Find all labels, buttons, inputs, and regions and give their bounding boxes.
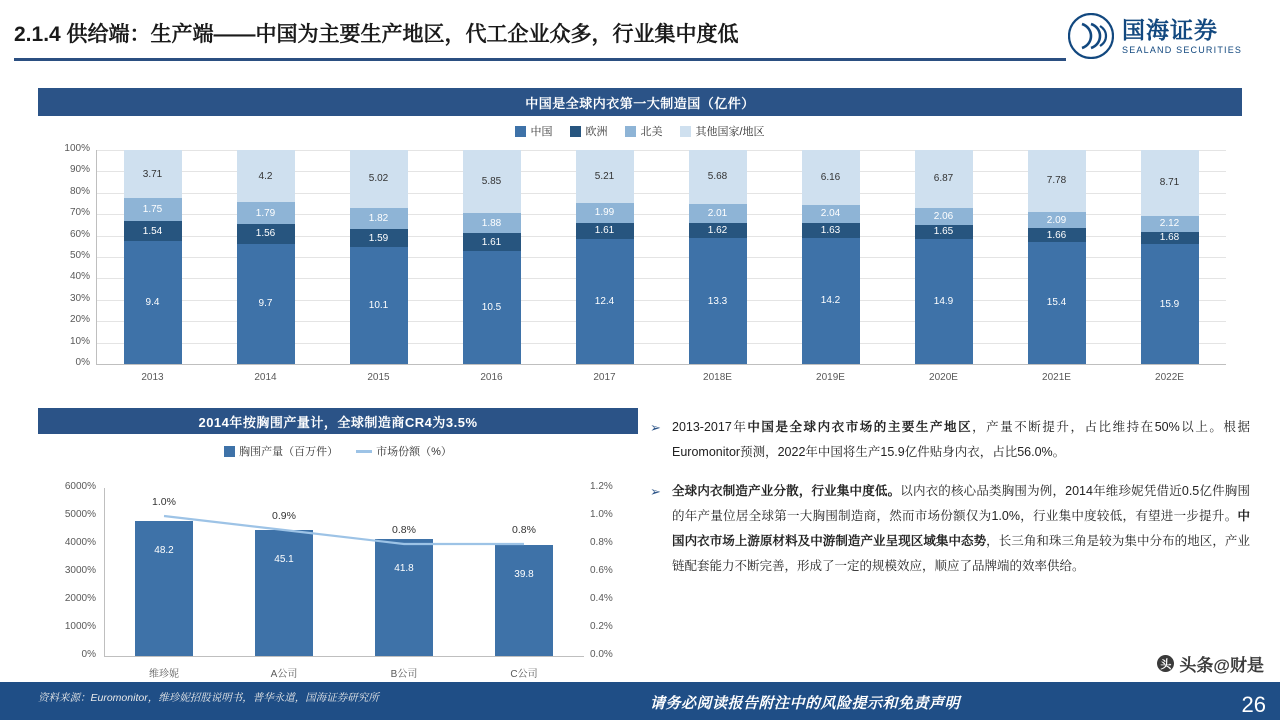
bar-segment (576, 223, 634, 239)
x-tick-9: 2022E (1155, 372, 1184, 383)
bar-value-label: 2.09 (1046, 214, 1067, 226)
line-point-label: 0.9% (272, 510, 296, 522)
bar-value-label: 2.12 (1159, 218, 1180, 230)
y-tick-5: 50% (69, 250, 90, 261)
y-left-tick-4: 4000% (64, 537, 96, 548)
page-number: 26 (1241, 692, 1266, 717)
legend-item-bl-0 (224, 443, 338, 459)
legend-swatch-1 (570, 126, 581, 137)
bar-segment (689, 238, 747, 364)
bar-value-label: 9.7 (258, 298, 273, 310)
bullet-list (650, 415, 1250, 680)
bar-value-label: 1.82 (368, 212, 389, 224)
x-tick-6: 2019E (816, 372, 845, 383)
bar-segment (802, 150, 860, 205)
bar-column (915, 150, 973, 364)
line-point-label: 0.8% (392, 524, 416, 536)
bar-segment (915, 150, 973, 208)
bar-segment (802, 205, 860, 223)
bar-value-label: 7.78 (1046, 175, 1067, 187)
bar-value-label: 5.85 (481, 176, 502, 188)
y-tick-0: 0% (75, 357, 90, 368)
x-tick-7: 2020E (929, 372, 958, 383)
bullet-segment: 中国是全球内衣市场的主要生产地区 (747, 420, 973, 434)
bar-segment (124, 150, 182, 198)
x-tick-2: 2015 (367, 372, 390, 383)
bar-value-label: 12.4 (594, 295, 615, 307)
bar-segment (463, 233, 521, 250)
bar-value-label: 45.1 (274, 553, 294, 565)
bar-value-label: 13.3 (707, 295, 728, 307)
y-right-tick-4: 0.8% (590, 537, 613, 548)
bar-value-label: 1.99 (594, 207, 615, 219)
legend-item-0 (515, 123, 552, 139)
bar-value-label: 2.04 (820, 208, 841, 220)
x-tick-8: 2021E (1042, 372, 1071, 383)
bar-value-label: 15.9 (1159, 298, 1180, 310)
bullet-text (672, 479, 1250, 579)
legend-line-bl-1 (356, 450, 372, 453)
bar-segment (1028, 150, 1086, 212)
bar-segment (463, 150, 521, 213)
bar-value-label: 8.71 (1159, 177, 1180, 189)
top-chart-plot (38, 116, 1242, 398)
bar-segment (576, 239, 634, 364)
y-tick-2: 20% (69, 314, 90, 326)
bar-value-label: 1.88 (481, 217, 502, 229)
bullet-text (672, 415, 1250, 465)
bar-value-label: 41.8 (394, 562, 414, 574)
logo-text-cn: 国海证券 (1122, 16, 1218, 43)
bar-segment (350, 247, 408, 364)
y-right-tick-1: 0.2% (590, 621, 613, 632)
bullet-segment: 全球内衣制造产业分散，行业集中度低。 (672, 484, 901, 498)
y-left-tick-5: 5000% (64, 509, 96, 520)
bar-value-label: 48.2 (154, 545, 174, 557)
bar-value-label: 3.71 (142, 168, 163, 180)
source-note: 资料来源：Euromonitor，维珍妮招股说明书，普华永道，国海证券研究所 (38, 692, 379, 704)
bullet-marker-icon: ➢ (650, 420, 661, 435)
bar-value-label: 14.2 (820, 295, 841, 307)
bar-value-label: 5.68 (707, 171, 728, 183)
logo-mark-icon (1068, 13, 1114, 59)
watermark-text: 头条@财是 (1179, 656, 1264, 675)
legend-label-2: 北美 (640, 126, 663, 138)
title-underline (14, 58, 1066, 61)
legend-label-1: 欧洲 (585, 126, 608, 138)
x-tick-5: 2018E (703, 372, 732, 383)
legend-label-bl-1: 市场份额（%） (376, 446, 452, 458)
x-tick-bl-1: A公司 (270, 669, 298, 680)
bar-value-label: 10.5 (481, 301, 502, 313)
y-tick-1: 10% (69, 335, 90, 347)
x-tick-0: 2013 (141, 372, 164, 383)
y-tick-10: 100% (64, 143, 90, 154)
bar-value-label: 2.06 (933, 210, 954, 222)
bar-column (350, 150, 408, 364)
bar-column (802, 150, 860, 364)
bar-segment (689, 150, 747, 204)
bar-value-label: 1.68 (1159, 232, 1180, 244)
bar-value-label: 15.4 (1046, 297, 1067, 309)
y-right-tick-2: 0.4% (590, 593, 613, 604)
top-chart-title: 中国是全球内衣第一大制造国（亿件） (38, 88, 1242, 116)
bar-segment (1028, 242, 1086, 364)
bar-value-label: 1.63 (820, 224, 841, 236)
market-share-line (38, 462, 638, 686)
bar-segment (689, 223, 747, 238)
bar-value-label: 2.01 (707, 207, 728, 219)
bar-value-label: 1.61 (594, 225, 615, 237)
bar-value-label: 1.66 (1046, 229, 1067, 241)
x-tick-1: 2014 (254, 372, 277, 383)
bar-value-label: 5.02 (368, 173, 389, 185)
bottom-left-chart-title: 2014年按胸围产量计，全球制造商CR4为3.5% (38, 408, 638, 434)
x-tick-bl-0: 维珍妮 (149, 669, 179, 680)
bar-segment (915, 208, 973, 225)
legend-item-3 (680, 123, 764, 139)
bar-segment (463, 213, 521, 233)
bar-value-label: 6.16 (820, 171, 841, 183)
bar-column (689, 150, 747, 364)
y-axis-line (96, 150, 97, 364)
bar-segment (237, 202, 295, 224)
bar-column (576, 150, 634, 364)
y-left-tick-6: 6000% (64, 481, 96, 492)
y-tick-4: 40% (69, 271, 90, 283)
line-point-label: 0.8% (512, 524, 536, 536)
bar-segment (350, 208, 408, 229)
y-tick-8: 80% (69, 185, 90, 197)
page-header (0, 0, 1280, 70)
bar-column (124, 150, 182, 364)
top-chart-plot-area (38, 142, 1242, 392)
bullet-segment: 2013-2017年 (672, 420, 748, 434)
bar-segment (802, 223, 860, 238)
bar-value-label: 1.62 (707, 224, 728, 236)
bar-value-label: 14.9 (933, 295, 954, 307)
bullet-segment: ，产量不断提升，占比维持在50%以上。根据Euromonitor预测，2022年中国将生产15.9亿件贴身内衣，占比56.0%。 (672, 420, 1250, 459)
bottom-left-chart-plot-area (38, 462, 638, 686)
y-tick-9: 90% (69, 164, 90, 176)
legend-item-2 (625, 123, 662, 139)
bar-value-label: 1.75 (142, 204, 163, 216)
bottom-left-chart-legend (38, 440, 638, 462)
bar-segment (576, 203, 634, 223)
y-tick-6: 60% (69, 228, 90, 240)
bar-segment (576, 150, 634, 203)
bar-segment (463, 251, 521, 364)
bar-value-label: 39.8 (514, 568, 534, 580)
bar-segment (1141, 244, 1199, 364)
bar-segment (124, 221, 182, 241)
bar-segment (915, 239, 973, 364)
y-left-tick-0: 0% (81, 649, 96, 660)
y-tick-3: 30% (69, 292, 90, 304)
bottom-left-chart (38, 408, 638, 688)
bar-segment (802, 238, 860, 364)
bar-column (1028, 150, 1086, 364)
legend-label-0: 中国 (530, 126, 553, 138)
x-tick-bl-2: B公司 (390, 669, 418, 680)
y-left-tick-3: 3000% (64, 565, 96, 576)
line-point-label: 1.0% (152, 496, 176, 508)
bar-value-label: 1.79 (255, 207, 276, 219)
bar-segment (1141, 232, 1199, 245)
y-right-tick-6: 1.2% (590, 481, 613, 492)
company-logo (1068, 10, 1268, 62)
top-chart (38, 88, 1242, 398)
bar-segment (237, 224, 295, 243)
bar-segment (350, 150, 408, 208)
logo-text-en: SEALAND SECURITIES (1122, 44, 1243, 55)
bar-segment (1141, 216, 1199, 232)
x-axis-line (96, 364, 1226, 365)
legend-item-bl-1 (356, 443, 452, 459)
y-right-tick-5: 1.0% (590, 509, 613, 520)
watermark (1157, 651, 1264, 676)
x-tick-4: 2017 (593, 372, 616, 383)
bar-segment (1028, 212, 1086, 229)
x-tick-3: 2016 (480, 372, 503, 383)
bar-value-label: 1.56 (255, 228, 276, 240)
bar-value-label: 4.2 (258, 170, 273, 182)
y-left-tick-1: 1000% (64, 621, 96, 632)
x-tick-bl-3: C公司 (510, 669, 538, 680)
watermark-icon: 头 (1157, 655, 1174, 672)
bar-column (237, 150, 295, 364)
bullet-marker-icon: ➢ (650, 484, 661, 499)
y-tick-7: 70% (69, 207, 90, 219)
bar-segment (237, 150, 295, 202)
bar-segment (915, 225, 973, 239)
bullet-segment: 中国内衣市场上游原材料及中游制造产业呈现区域集中态势 (672, 509, 1250, 548)
legend-swatch-0 (515, 126, 526, 137)
bar-segment (350, 229, 408, 247)
bar-value-label: 1.61 (481, 236, 502, 248)
page-title: 2.1.4 供给端：生产端——中国为主要生产地区，代工企业众多，行业集中度低 (14, 23, 739, 46)
bullet-segment: 以内衣的核心品类胸围为例，2014年维珍妮凭借近0.5亿件胸围的年产量位居全球第一大胸围制造商，然而市场份额仅为1.0%，行业集中度较低，有望进一步提升。 (672, 484, 1250, 523)
y-right-tick-0: 0.0% (590, 649, 613, 660)
bar-value-label: 6.87 (933, 173, 954, 185)
bar-segment (124, 241, 182, 364)
bar-segment (689, 204, 747, 223)
y-right-tick-3: 0.6% (590, 565, 613, 576)
bullet-item (650, 415, 1250, 465)
legend-swatch-bl-0 (224, 446, 235, 457)
bar-value-label: 1.65 (933, 226, 954, 238)
page-footer (0, 682, 1280, 720)
bottom-left-chart-plot (38, 434, 638, 688)
bullet-item (650, 479, 1250, 579)
bar-column (463, 150, 521, 364)
bar-value-label: 10.1 (368, 300, 389, 312)
legend-swatch-3 (680, 126, 691, 137)
bar-value-label: 9.4 (145, 297, 160, 309)
legend-swatch-2 (625, 126, 636, 137)
bar-segment (1141, 150, 1199, 216)
bullet-segment: ，长三角和珠三角是较为集中分布的地区，产业链配套能力不断完善，形成了一定的规模效应，顺应了品牌端的效率供给。 (672, 534, 1250, 573)
legend-label-bl-0: 胸围产量（百万件） (239, 446, 339, 458)
bar-column (1141, 150, 1199, 364)
bar-segment (1028, 228, 1086, 241)
bar-value-label: 1.59 (368, 232, 389, 244)
footer-slogan: 请务必阅读报告附注中的风险提示和免责声明 (650, 695, 961, 712)
bar-value-label: 5.21 (594, 170, 615, 182)
bar-value-label: 1.54 (142, 225, 163, 237)
legend-item-1 (570, 123, 607, 139)
top-chart-legend (38, 120, 1242, 142)
bar-segment (237, 244, 295, 364)
legend-label-3: 其他国家/地区 (695, 126, 765, 138)
bar-segment (124, 198, 182, 221)
y-left-tick-2: 2000% (64, 593, 96, 604)
page-title-container (14, 18, 1064, 48)
